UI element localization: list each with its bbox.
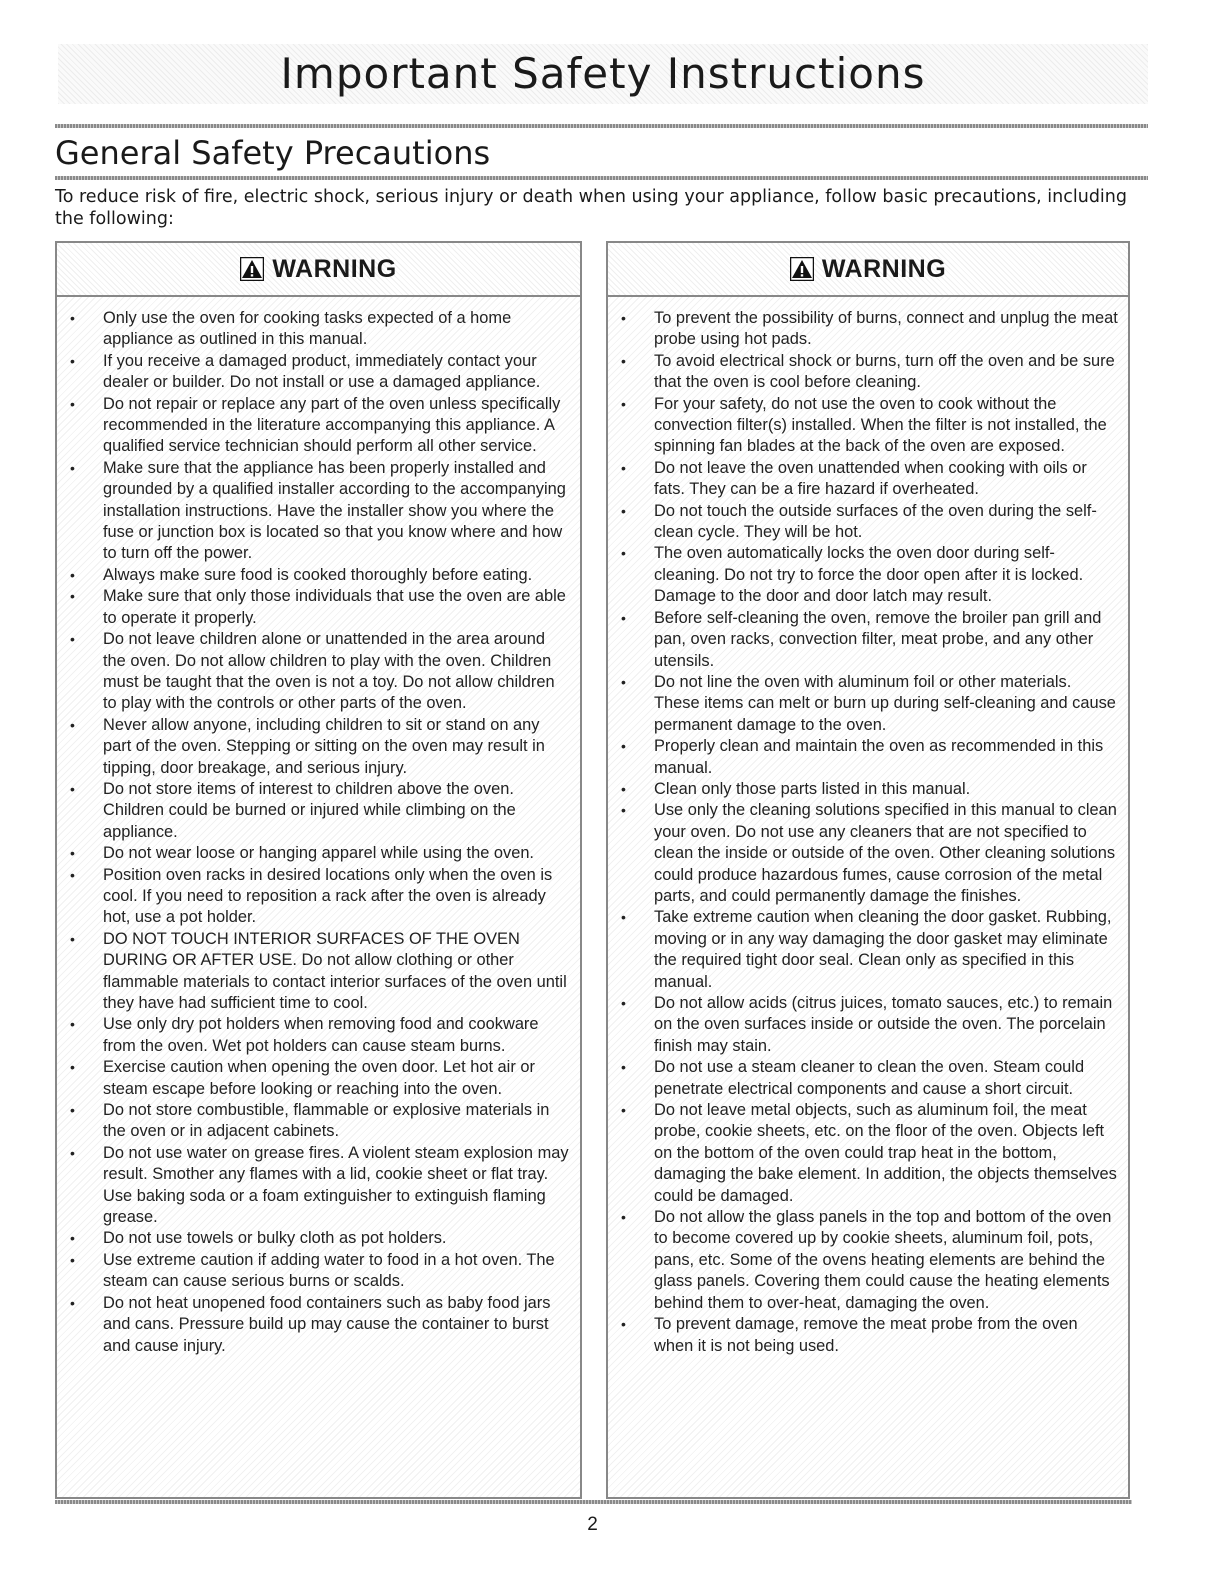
section-title: General Safety Precautions <box>55 134 491 172</box>
list-item: • To avoid electrical shock or burns, turn off the oven and be sure that the oven is cool before cleaning. <box>608 351 1128 394</box>
warning-box-left <box>55 241 582 1499</box>
section-divider-bottom <box>55 176 1148 180</box>
list-item: • Do not leave metal objects, such as aluminum foil, the meat probe, cookie sheets, etc. on the floor of the oven. Objects left on the bottom of the oven could trap heat in the bottom, damaging the bake element. In addition, the objects themselves could be damaged. <box>608 1100 1128 1207</box>
list-item: • Use extreme caution if adding water to food in a hot oven. The steam can cause serious burns or scalds. <box>57 1250 580 1293</box>
list-item: • Never allow anyone, including children to sit or stand on any part of the oven. Stepping or sitting on the oven may result in tipping, door breakage, and serious injury. <box>57 715 580 779</box>
list-item: • For your safety, do not use the oven to cook without the convection filter(s) installed. When the filter is not installed, the spinning fan blades at the back of the oven are exposed. <box>608 394 1128 458</box>
list-item: • Do not allow acids (citrus juices, tomato sauces, etc.) to remain on the oven surfaces inside or outside the oven. The porcelain finish may stain. <box>608 993 1128 1057</box>
list-item: • DO NOT TOUCH INTERIOR SURFACES OF THE OVEN DURING OR AFTER USE. Do not allow clothing or other flammable materials to contact interior surfaces of the oven until they have had sufficient time to cool. <box>57 929 580 1015</box>
list-item: • Make sure that only those individuals that use the oven are able to operate it properly. <box>57 586 580 629</box>
list-item: • Make sure that the appliance has been properly installed and grounded by a qualified installer according to the accompanying installation instructions. Have the installer show you where the fuse or junction box is located so that you know where and how to turn off the power. <box>57 458 580 565</box>
list-item: • Do not wear loose or hanging apparel while using the oven. <box>57 843 580 864</box>
list-item: • Do not leave the oven unattended when cooking with oils or fats. They can be a fire hazard if overheated. <box>608 458 1128 501</box>
list-item: • Do not heat unopened food containers such as baby food jars and cans. Pressure build up may cause the container to burst and cause injury. <box>57 1293 580 1357</box>
list-item: • If you receive a damaged product, immediately contact your dealer or builder. Do not install or use a damaged appliance. <box>57 351 580 394</box>
section-divider-top <box>55 124 1148 128</box>
list-item: • Exercise caution when opening the oven door. Let hot air or steam escape before looking or reaching into the oven. <box>57 1057 580 1100</box>
list-item: • Do not leave children alone or unattended in the area around the oven. Do not allow children to play with the oven. Children must be taught that the oven is not a toy. Do not allow children to play with the controls or other parts of the oven. <box>57 629 580 715</box>
page-title: Important Safety Instructions <box>280 49 926 98</box>
list-item: • Only use the oven for cooking tasks expected of a home appliance as outlined in this manual. <box>57 308 580 351</box>
list-item: • Properly clean and maintain the oven as recommended in this manual. <box>608 736 1128 779</box>
list-item: • To prevent the possibility of burns, connect and unplug the meat probe using hot pads. <box>608 308 1128 351</box>
list-item: • Do not use towels or bulky cloth as pot holders. <box>57 1228 580 1249</box>
warning-triangle-icon <box>240 257 264 281</box>
list-item: • Use only dry pot holders when removing food and cookware from the oven. Wet pot holders can cause steam burns. <box>57 1014 580 1057</box>
list-item: • Take extreme caution when cleaning the door gasket. Rubbing, moving or in any way damaging the door gasket may eliminate the required tight door seal. Clean only as specified in this manual. <box>608 907 1128 993</box>
list-item: • Always make sure food is cooked thoroughly before eating. <box>57 565 580 586</box>
warning-triangle-icon <box>790 257 814 281</box>
page-number: 2 <box>587 1514 598 1535</box>
warning-box-right <box>606 241 1130 1499</box>
list-item: • Do not store combustible, flammable or explosive materials in the oven or in adjacent cabinets. <box>57 1100 580 1143</box>
warning-title: WARNING <box>272 254 397 283</box>
warning-title: WARNING <box>821 254 947 283</box>
warning-box-left-header <box>57 243 580 297</box>
list-item: • The oven automatically locks the oven door during self-cleaning. Do not try to force the door open after it is locked. Damage to the door and door latch may result. <box>608 543 1128 607</box>
list-item: • Do not use water on grease fires. A violent steam explosion may result. Smother any flames with a lid, cookie sheet or flat tray. Use baking soda or a foam extinguisher to extinguish flaming grease. <box>57 1143 580 1229</box>
list-item: • Do not store items of interest to children above the oven. Children could be burned or injured while climbing on the appliance. <box>57 779 580 843</box>
list-item: • Position oven racks in desired locations only when the oven is cool. If you need to reposition a rack after the oven is already hot, use a pot holder. <box>57 865 580 929</box>
list-item: • Clean only those parts listed in this manual. <box>608 779 1128 800</box>
list-item: • To prevent damage, remove the meat probe from the oven when it is not being used. <box>608 1314 1128 1357</box>
title-band <box>58 44 1148 104</box>
warning-list-left <box>57 297 580 1357</box>
list-item: • Before self-cleaning the oven, remove the broiler pan grill and pan, oven racks, convection filter, meat probe, and any other utensils. <box>608 608 1128 672</box>
list-item: • Use only the cleaning solutions specified in this manual to clean your oven. Do not use any cleaners that are not specified to clean the inside or outside of the oven. Other cleaning solutions could produce hazardous fumes, cause corrosion of the metal parts, and could permanently damage the finishes. <box>608 800 1128 907</box>
warning-list-right <box>608 297 1128 1357</box>
list-item: • Do not line the oven with aluminum foil or other materials. These items can melt or burn up during self-cleaning and cause permanent damage to the oven. <box>608 672 1128 736</box>
list-item: • Do not use a steam cleaner to clean the oven. Steam could penetrate electrical components and cause a short circuit. <box>608 1057 1128 1100</box>
list-item: • Do not allow the glass panels in the top and bottom of the oven to become covered up by cookie sheets, aluminum foil, pots, pans, etc. Some of the ovens heating elements are behind the glass panels. Covering them could cause the heating elements behind them to over-heat, damaging the oven. <box>608 1207 1128 1314</box>
list-item: • Do not repair or replace any part of the oven unless specifically recommended in the literature accompanying this appliance. A qualified service technician should perform all other service. <box>57 394 580 458</box>
list-item: • Do not touch the outside surfaces of the oven during the self-clean cycle. They will be hot. <box>608 501 1128 544</box>
warning-box-right-header <box>608 243 1128 297</box>
footer-divider <box>55 1500 1132 1504</box>
intro-paragraph: To reduce risk of fire, electric shock, serious injury or death when using your appliance, follow basic precautions, including the following: <box>55 187 1127 229</box>
